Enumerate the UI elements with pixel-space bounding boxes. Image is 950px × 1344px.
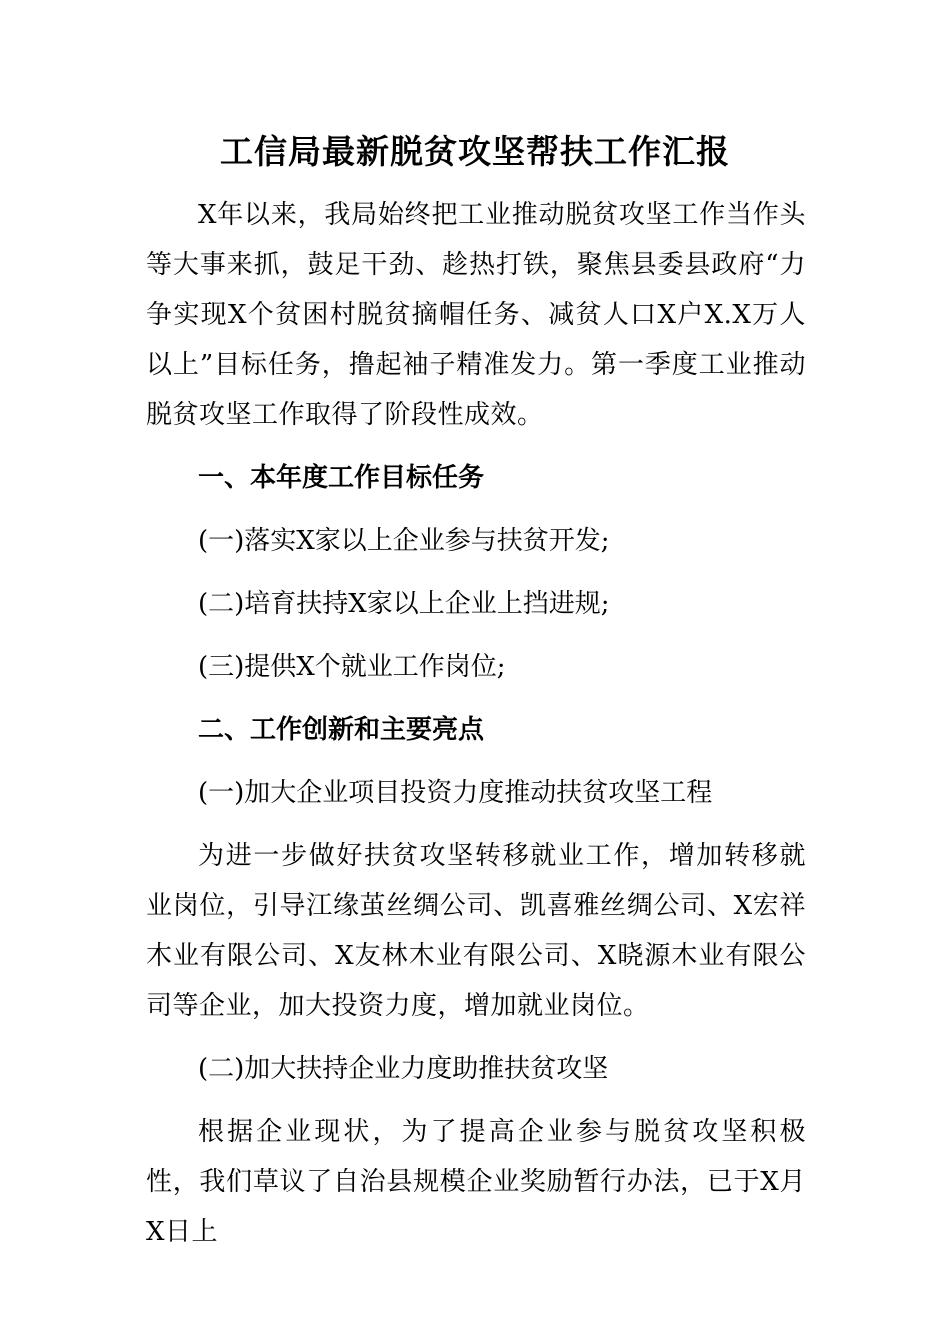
intro-paragraph: X年以来，我局始终把工业推动脱贫攻坚工作当作头等大事来抓，鼓足干劲、趁热打铁，聚焦县委县政府“力争实现X个贫困村脱贫摘帽任务、减贫人口X户X.X万人以上”目标任务，撸起袖子精准发力。第一季度工业推动脱贫攻坚工作取得了阶段性成效。: [146, 200, 806, 430]
section-2-heading: 二、工作创新和主要亮点: [198, 715, 485, 745]
section-1-heading: 一、本年度工作目标任务: [198, 463, 485, 493]
section-2-sub-2-paragraph: 根据企业现状，为了提高企业参与脱贫攻坚积极性，我们草议了自治县规模企业奖励暂行办法，已于X月X日上: [146, 1117, 806, 1247]
section-1-item-1: (一)落实X家以上企业参与扶贫开发;: [198, 526, 610, 556]
section-2-sub-1-paragraph: 为进一步做好扶贫攻坚转移就业工作，增加转移就业岗位，引导江缘茧丝绸公司、凯喜雅丝绸公司、X宏祥木业有限公司、X友林木业有限公司、X晓源木业有限公司等企业，加大投资力度，增加就业岗位。: [146, 841, 806, 1021]
section-2-sub-1-heading: (一)加大企业项目投资力度推动扶贫攻坚工程: [198, 778, 713, 808]
section-1-item-2: (二)培育扶持X家以上企业上挡进规;: [198, 589, 610, 619]
section-2-sub-2-heading: (二)加大扶持企业力度助推扶贫攻坚: [198, 1054, 609, 1084]
document-title: 工信局最新脱贫攻坚帮扶工作汇报: [220, 132, 730, 171]
document-body: [146, 190, 806, 1257]
section-1-item-3: (三)提供X个就业工作岗位;: [198, 652, 506, 682]
